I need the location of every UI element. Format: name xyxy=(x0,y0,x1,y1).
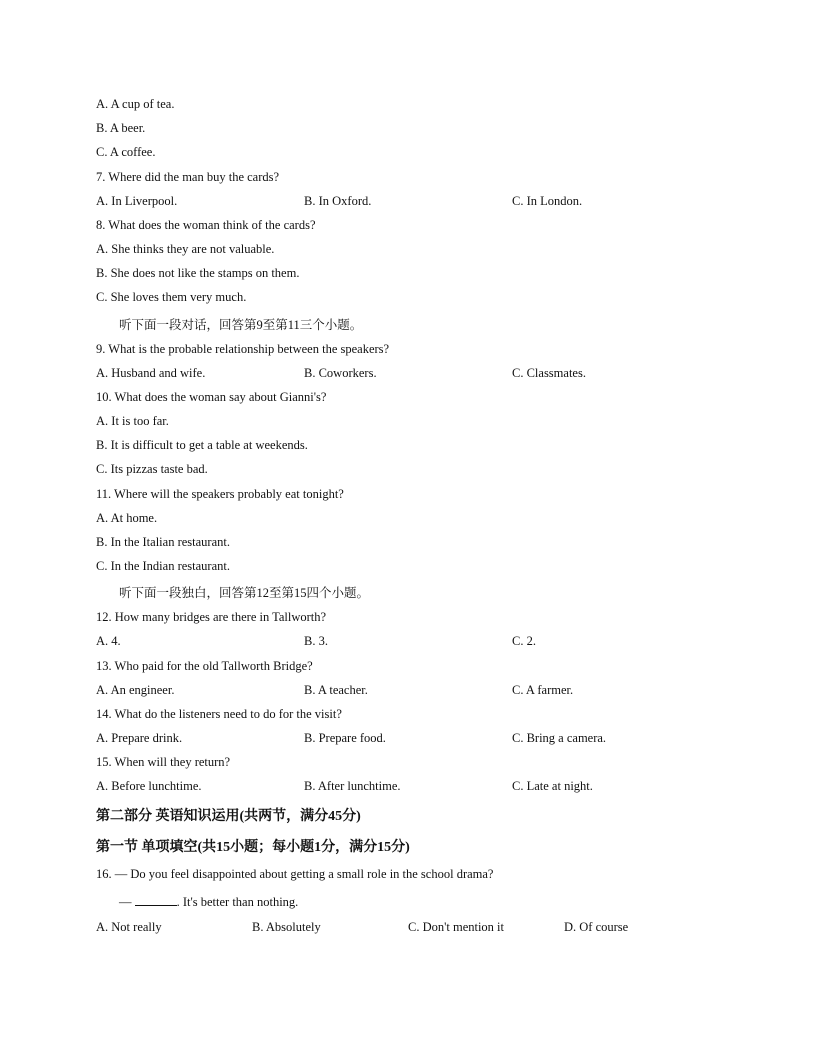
q16-option-d: D. Of course xyxy=(564,920,629,934)
q16-reply-text: . It's better than nothing. xyxy=(176,895,299,909)
q7-option-c: C. In London. xyxy=(512,194,583,208)
q9-option-c: C. Classmates. xyxy=(512,366,586,380)
q9-option-b: B. Coworkers. xyxy=(304,366,377,380)
instruction-9-11: 听下面一段对话，回答第9至第11三个小题。 xyxy=(119,318,363,332)
q11-option-c: C. In the Indian restaurant. xyxy=(96,559,230,573)
q12-option-b: B. 3. xyxy=(304,634,328,648)
q7-option-b: B. In Oxford. xyxy=(304,194,372,208)
q16-option-c: C. Don't mention it xyxy=(408,920,505,934)
q15-option-a: A. Before lunchtime. xyxy=(96,779,202,793)
q6-option-b: B. A beer. xyxy=(96,121,146,135)
q12-option-c: C. 2. xyxy=(512,634,536,648)
q14-option-a: A. Prepare drink. xyxy=(96,731,183,745)
q15-option-c: C. Late at night. xyxy=(512,779,593,793)
q9-option-a: A. Husband and wife. xyxy=(96,366,206,380)
q10-option-a: A. It is too far. xyxy=(96,414,169,428)
q13-option-c: C. A farmer. xyxy=(512,683,574,697)
q16-answer-blank xyxy=(135,893,177,906)
q9-question: 9. What is the probable relationship between the speakers? xyxy=(96,342,390,356)
q14-question: 14. What do the listeners need to do for the visit? xyxy=(96,707,342,721)
q13-option-a: A. An engineer. xyxy=(96,683,175,697)
q11-option-b: B. In the Italian restaurant. xyxy=(96,535,230,549)
q12-option-a: A. 4. xyxy=(96,634,121,648)
q12-question: 12. How many bridges are there in Tallworth? xyxy=(96,610,327,624)
part2-heading: 第二部分 英语知识运用(共两节，满分45分) xyxy=(96,809,361,824)
q7-question: 7. Where did the man buy the cards? xyxy=(96,170,280,184)
q10-option-b: B. It is difficult to get a table at weekends. xyxy=(96,438,308,452)
q11-question: 11. Where will the speakers probably eat tonight? xyxy=(96,487,344,501)
q13-option-b: B. A teacher. xyxy=(304,683,368,697)
section1-heading: 第一节 单项填空(共15小题；每小题1分，满分15分) xyxy=(96,840,410,855)
q14-option-c: C. Bring a camera. xyxy=(512,731,607,745)
q10-option-c: C. Its pizzas taste bad. xyxy=(96,462,208,476)
q16-reply-dash: — xyxy=(119,895,132,909)
q8-option-c: C. She loves them very much. xyxy=(96,290,247,304)
instruction-12-15: 听下面一段独白，回答第12至第15四个小题。 xyxy=(119,586,370,600)
q15-option-b: B. After lunchtime. xyxy=(304,779,401,793)
q7-option-a: A. In Liverpool. xyxy=(96,194,178,208)
q6-option-c: C. A coffee. xyxy=(96,145,156,159)
q8-option-b: B. She does not like the stamps on them. xyxy=(96,266,300,280)
q16-option-b: B. Absolutely xyxy=(252,920,321,934)
q8-question: 8. What does the woman think of the cards? xyxy=(96,218,316,232)
q8-option-a: A. She thinks they are not valuable. xyxy=(96,242,275,256)
q13-question: 13. Who paid for the old Tallworth Bridge? xyxy=(96,659,313,673)
q6-option-a: A. A cup of tea. xyxy=(96,97,175,111)
q16-question: 16. — Do you feel disappointed about getting a small role in the school drama? xyxy=(96,867,494,881)
q11-option-a: A. At home. xyxy=(96,511,158,525)
q14-option-b: B. Prepare food. xyxy=(304,731,386,745)
q10-question: 10. What does the woman say about Gianni's? xyxy=(96,390,327,404)
q15-question: 15. When will they return? xyxy=(96,755,231,769)
q16-reply xyxy=(119,893,298,910)
q16-option-a: A. Not really xyxy=(96,920,162,934)
